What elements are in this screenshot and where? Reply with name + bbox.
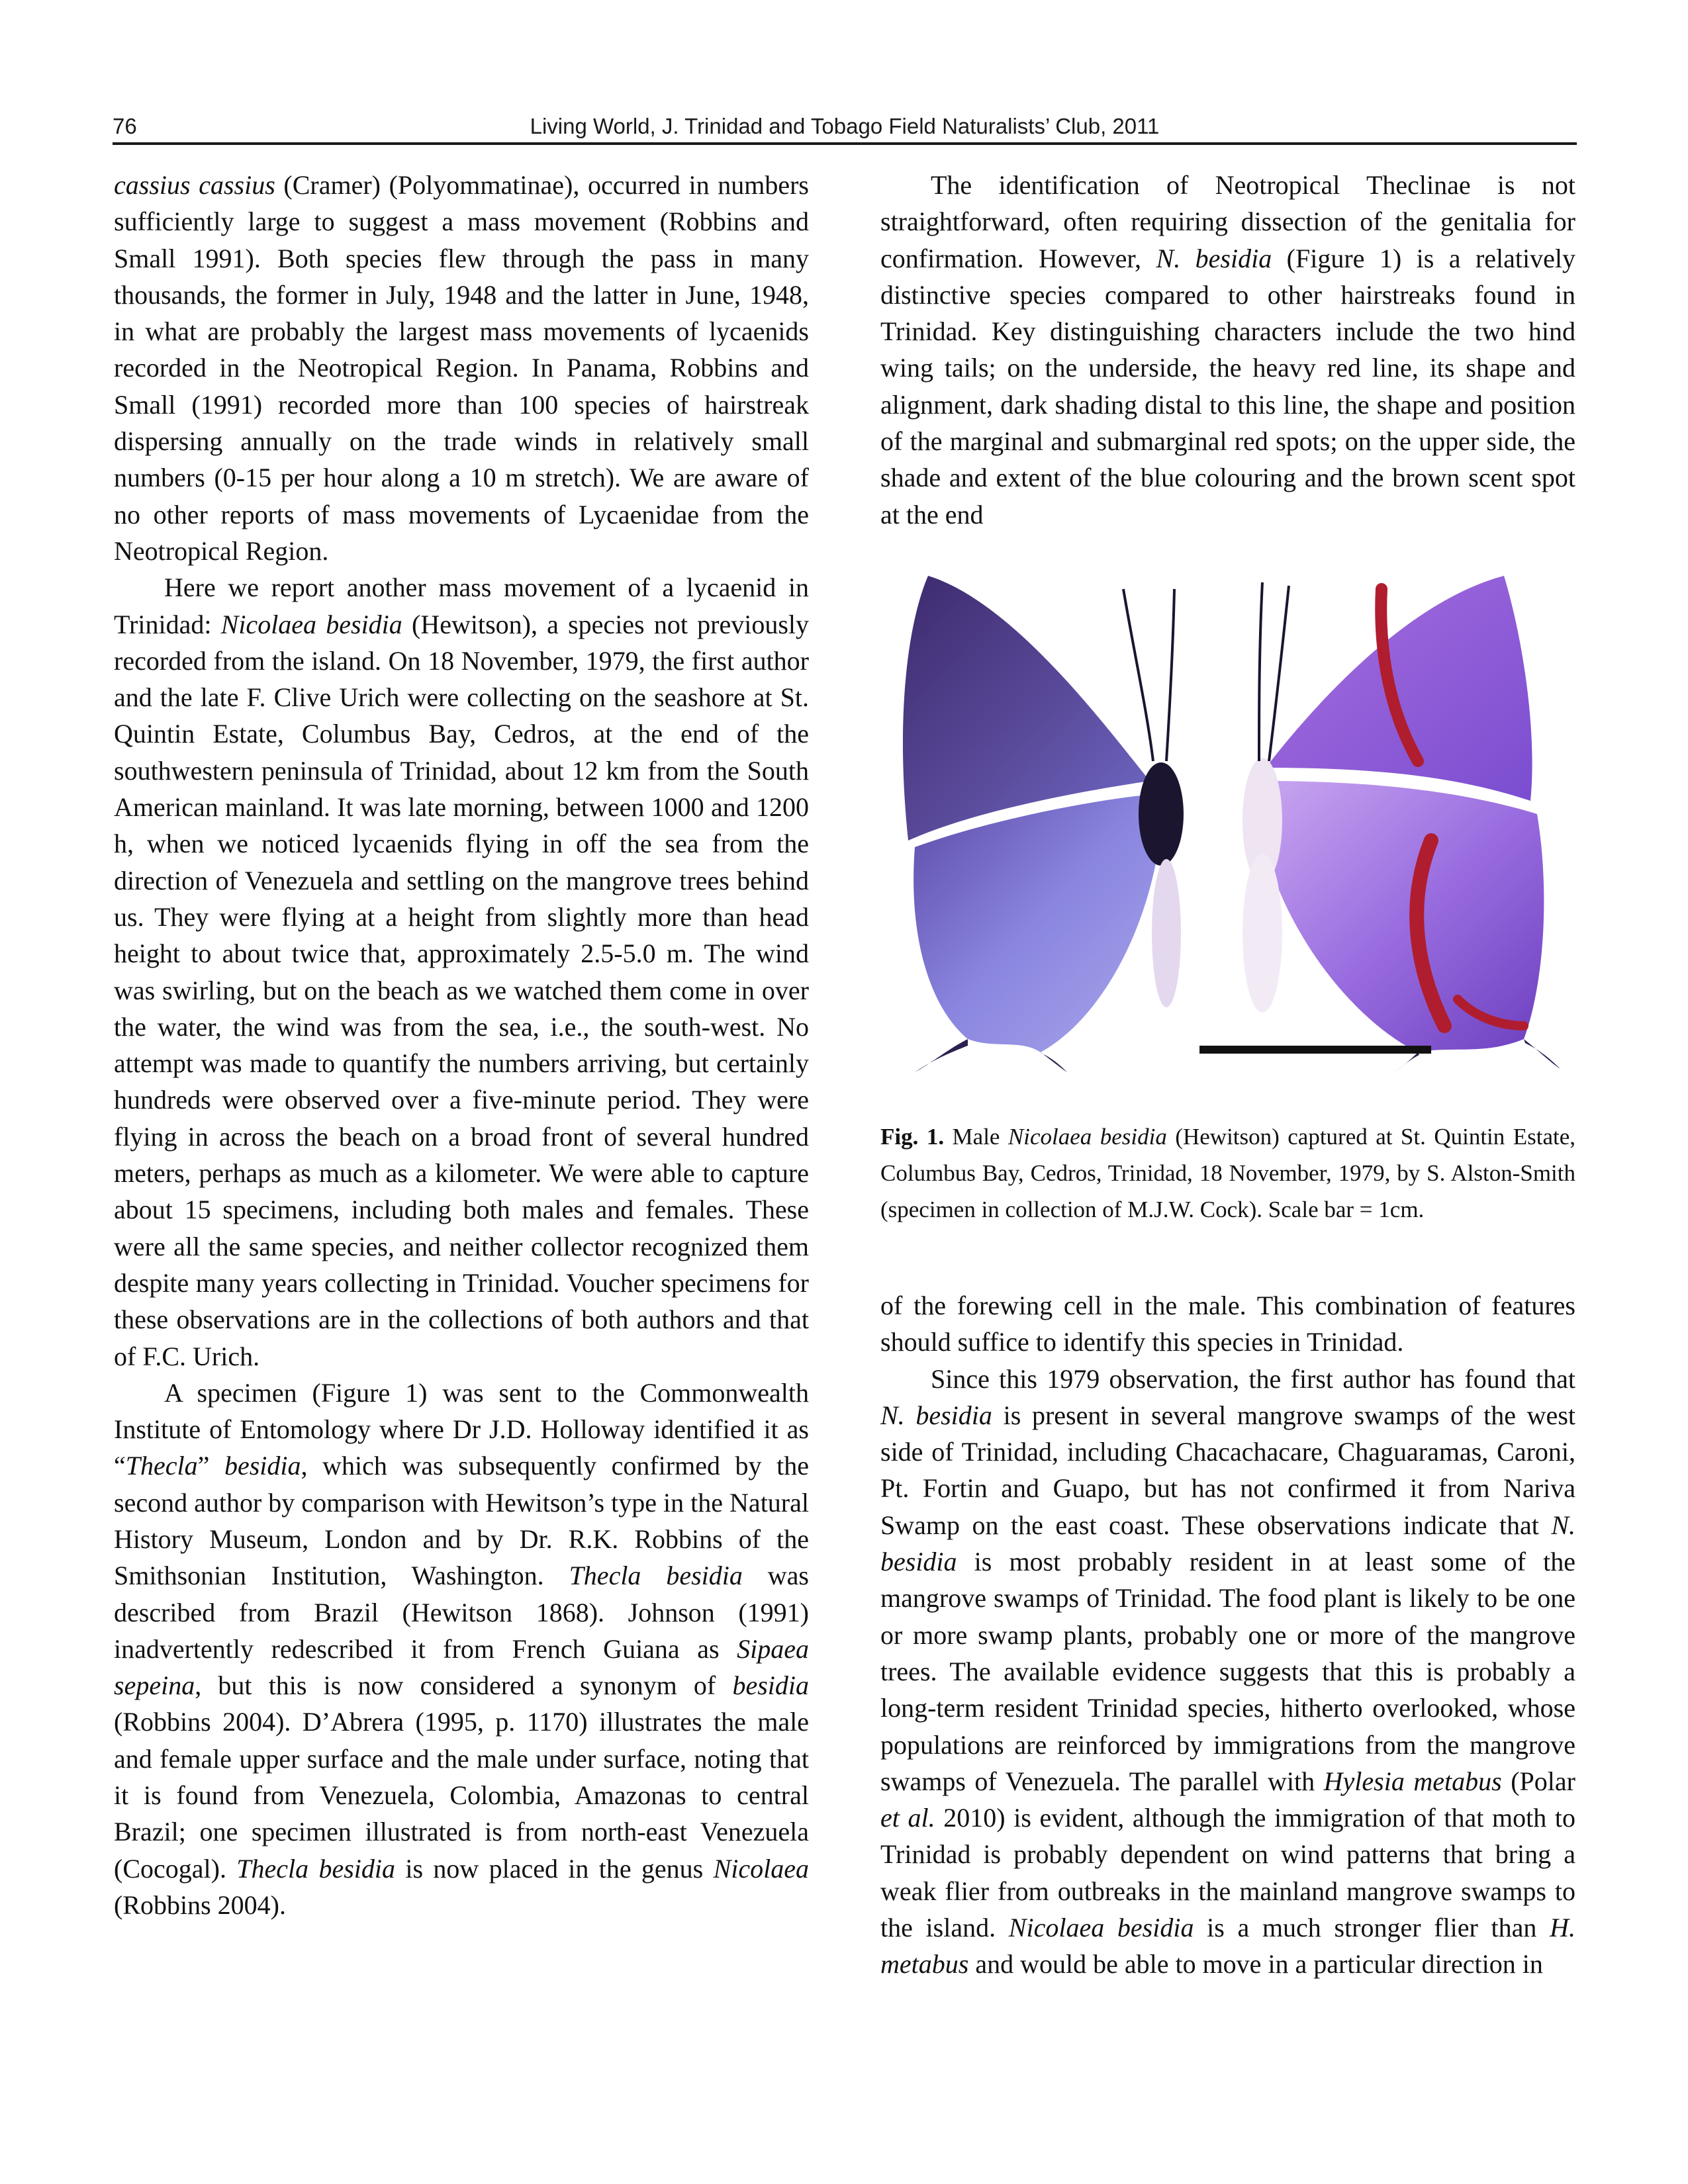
butterfly-figure [888,563,1564,1072]
page-number: 76 [113,114,137,138]
header-rule [113,142,1577,145]
running-head [113,109,1577,143]
upper-side-specimen [903,576,1184,1072]
paragraph: cassius cassius (Cramer) (Polyommatinae), occurred in numbers sufficiently large to suggest a mass movement (Robbins and Small 1991). Both species flew through the pass in many thousands, the former in July, 1948 and the latter in June, 1948, in what are probably the largest mass movements of lycaenids recorded in the Neotropical Region. In Panama, Robbins and Small (1991) recorded more than 100 species of hairstreak dispersing annually on the trade winds in relatively small numbers (0-15 per hour along a 10 m stretch). We are aware of no other reports of mass movements of Lycaenidae from the Neotropical Region. [114,170,809,566]
right-column-top [880,167,1575,533]
paragraph: of the forewing cell in the male. This combination of features should suffice to identify this species in Trinidad. [880,1291,1575,1357]
scale-bar [1199,1046,1431,1054]
left-column [114,167,809,1923]
paragraph: The identification of Neotropical Theclinae is not straightforward, often requiring dissection of the genitalia for confirmation. However, N. besidia (Figure 1) is a relatively distinctive species compared to other hairstreaks found in Trinidad. Key distinguishing characters include the two hind wing tails; on the underside, the heavy red line, its shape and alignment, dark shading distal to this line, the shape and position of the marginal and submarginal red spots; on the upper side, the shade and extent of the blue colouring and the brown scent spot at the end [880,170,1576,529]
paragraph: Here we report another mass movement of a lycaenid in Trinidad: Nicolaea besidia (Hewitson), a species not previously recorded from the island. On 18 November, 1979, the first author and the late F. Clive Urich were collecting on the seashore at St. Quintin Estate, Columbus Bay, Cedros, at the end of the southwestern peninsula of Trinidad, about 12 km from the South American mainland. It was late morning, between 1000 and 1200 h, when we noticed lycaenids flying in off the sea from the direction of Venezuela and settling on the mangrove trees behind us. They were flying at a height from slightly more than head height to about twice that, approximately 2.5-5.0 m. The wind was swirling, but on the beach as we watched them come in over the water, the wind was from the sea, i.e., the south-west. No attempt was made to quantify the numbers arriving, but certainly hundreds were observed over a five-minute period. They were flying in across the beach on a broad front of several hundred meters, perhaps as much as a kilometer. We were able to capture about 15 specimens, including both males and females. These were all the same species, and neither collector recognized them despite many years collecting in Trinidad. Voucher specimens for these observations are in the collections of both authors and that of F.C. Urich. [114,572,809,1371]
paragraph: Since this 1979 observation, the first author has found that N. besidia is present in several mangrove swamps of the west side of Trinidad, including Chacachacare, Chaguaramas, Caroni, Pt. Fortin and Guapo, but has not confirmed it from Nariva Swamp on the east coast. These observations indicate that N. besidia is most probably resident in at least some of the mangrove swamps of Trinidad. The food plant is likely to be one or more swamp plants, probably one or more of the mangrove trees. The available evidence suggests that this is probably a long-term resident Trinidad species, hitherto overlooked, whose populations are reinforced by immigrations from the mangrove swamps of Venezuela. The parallel with Hylesia metabus (Polar et al. 2010) is evident, although the immigration of that moth to Trinidad is probably dependent on wind patterns that bring a weak flier from outbreaks in the mainland mangrove swamps to the island. Nicolaea besidia is a much stronger flier than H. metabus and would be able to move in a particular direction in [880,1363,1575,1979]
paragraph: A specimen (Figure 1) was sent to the Commonwealth Institute of Entomology where Dr J.D. Holloway identified it as “Thecla” besidia, which was subsequently confirmed by the second author by comparison with Hewitson’s type in the Natural History Museum, London and by Dr. R.K. Robbins of the Smithsonian Institution, Washington. Thecla besidia was described from Brazil (Hewitson 1868). Johnson (1991) inadvertently redescribed it from French Guiana as Sipaea sepeina, but this is now considered a synonym of besidia (Robbins 2004). D’Abrera (1995, p. 1170) illustrates the male and female upper surface and the male under surface, noting that it is found from Venezuela, Colombia, Amazonas to central Brazil; one specimen illustrated is from north-east Venezuela (Cocogal). Thecla besidia is now placed in the genus Nicolaea (Robbins 2004). [114,1377,809,1920]
caption-label: Fig. 1. [880,1124,945,1150]
journal-title: Living World, J. Trinidad and Tobago Field Naturalists’ Club, 2011 [530,114,1160,138]
butterfly-specimen-image [888,563,1564,1072]
figure-caption: Fig. 1. Male Nicolaea besidia (Hewitson) captured at St. Quintin Estate, Columbus Bay, Cedros, Trinidad, 18 November, 1979, by S. Alston-Smith (specimen in collection of M.J.W. Cock). Scale bar = 1cm. [880,1124,1575,1222]
right-column-bottom [880,1287,1575,1983]
under-side-specimen [1243,576,1560,1072]
